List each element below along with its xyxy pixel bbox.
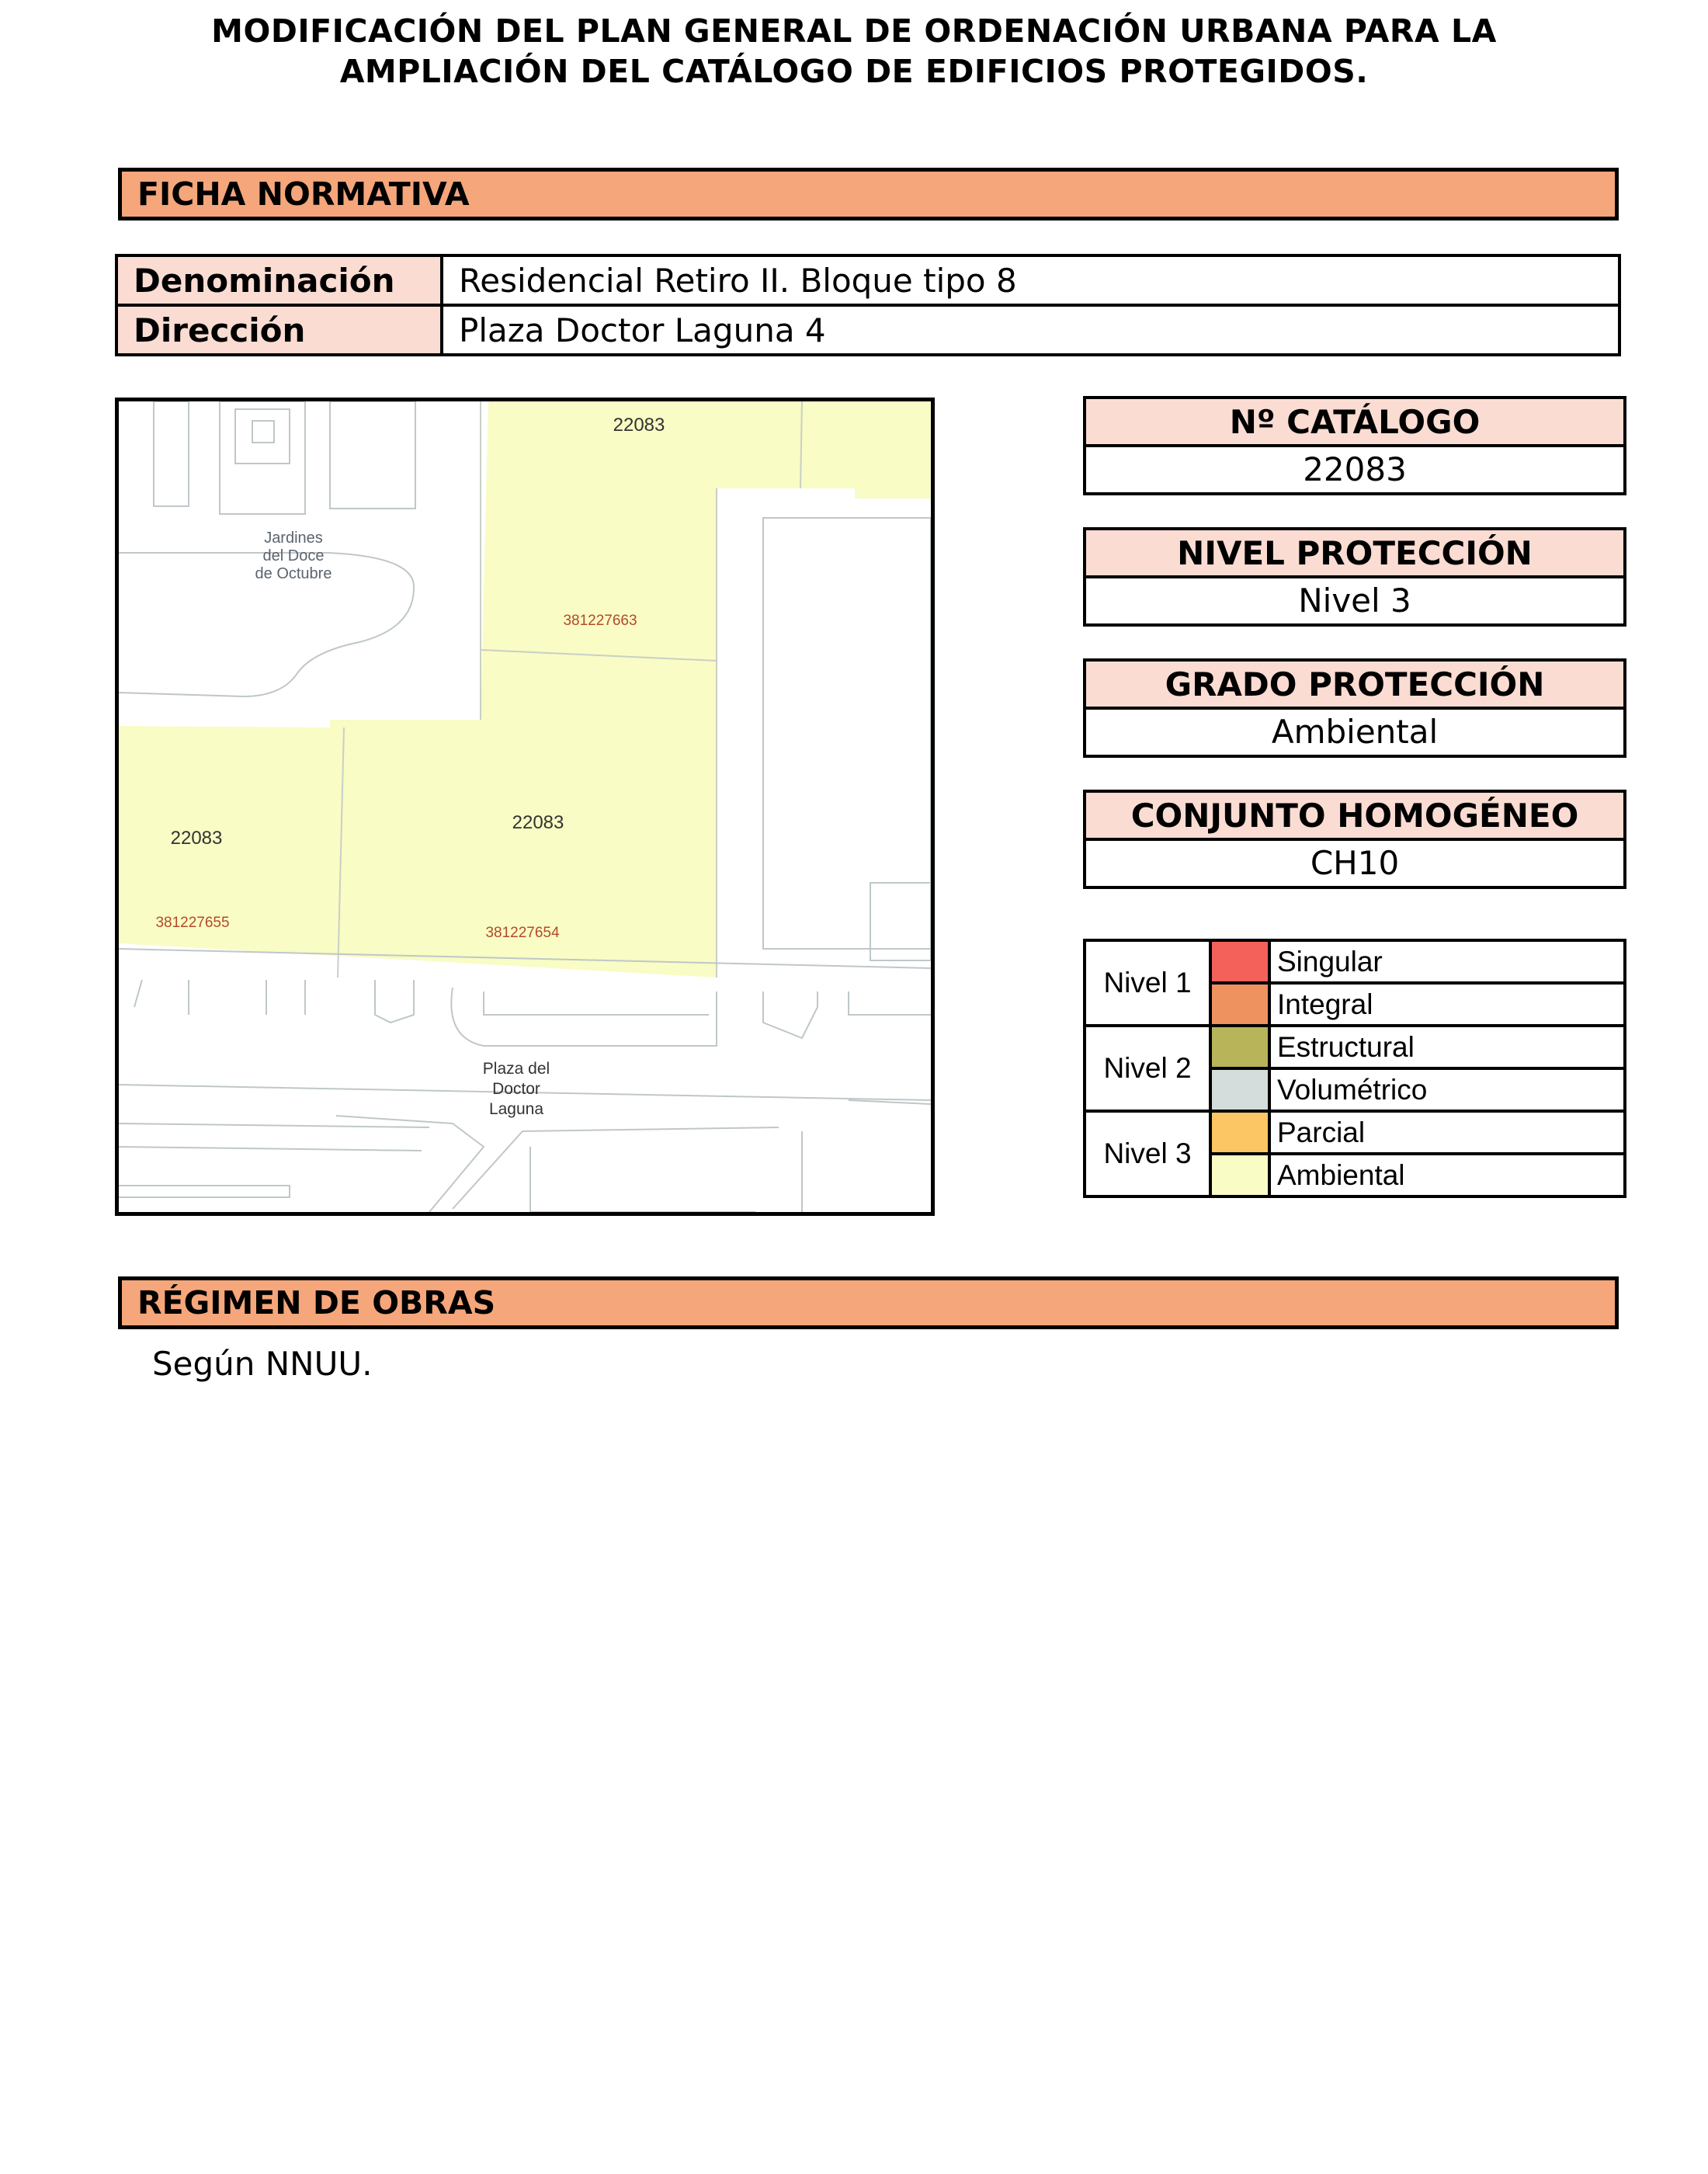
protected-parcel	[119, 401, 931, 978]
legend-swatch	[1210, 1154, 1269, 1196]
direccion-label: Dirección	[116, 305, 442, 355]
protection-grade-label: GRADO PROTECCIÓN	[1083, 658, 1626, 710]
legend-swatch	[1210, 1068, 1269, 1111]
parcel-number-left: 22083	[170, 828, 223, 849]
legend-level-1: Nivel 1	[1085, 940, 1210, 1026]
title-line-1: MODIFICACIÓN DEL PLAN GENERAL DE ORDENACIÓN URBANA PARA LA	[211, 12, 1497, 50]
plaza-label-2: Doctor	[492, 1080, 540, 1098]
homogeneous-set-label: CONJUNTO HOMOGÉNEO	[1083, 790, 1626, 841]
legend-label: Parcial	[1269, 1111, 1625, 1154]
legend-label: Estructural	[1269, 1026, 1625, 1068]
protection-grade-value: Ambiental	[1083, 710, 1626, 758]
table-row	[116, 305, 1619, 355]
legend-label: Ambiental	[1269, 1154, 1625, 1196]
legend-label: Volumétrico	[1269, 1068, 1625, 1111]
cadastral-map	[115, 398, 935, 1216]
protection-level-card	[1083, 527, 1626, 627]
garden-label-3: de Octubre	[255, 565, 332, 582]
protection-level-value: Nivel 3	[1083, 578, 1626, 627]
catalog-number-label: Nº CATÁLOGO	[1083, 396, 1626, 447]
legend-level-3: Nivel 3	[1085, 1111, 1210, 1196]
protection-grade-card	[1083, 658, 1626, 758]
legend-swatch	[1210, 940, 1269, 983]
legend-row	[1085, 940, 1625, 983]
parcel-number-top: 22083	[613, 415, 665, 436]
legend-row	[1085, 1111, 1625, 1154]
homogeneous-set-card	[1083, 790, 1626, 889]
legend-swatch	[1210, 983, 1269, 1026]
direccion-value: Plaza Doctor Laguna 4	[442, 305, 1619, 355]
legend-level-2: Nivel 2	[1085, 1026, 1210, 1111]
regimen-obras-header: RÉGIMEN DE OBRAS	[118, 1276, 1619, 1329]
garden-label-2: del Doce	[262, 547, 325, 564]
protection-legend	[1083, 939, 1626, 1198]
protection-level-label: NIVEL PROTECCIÓN	[1083, 527, 1626, 578]
ficha-normativa-header: FICHA NORMATIVA	[118, 168, 1619, 221]
map-drawing	[119, 401, 931, 1212]
legend-label: Integral	[1269, 983, 1625, 1026]
catalog-number-card	[1083, 396, 1626, 495]
garden-label-1: Jardines	[264, 530, 323, 547]
plaza-label-1: Plaza del	[482, 1060, 550, 1078]
cadastral-ref-a: 381227663	[563, 613, 637, 629]
parcel-number-center: 22083	[512, 812, 564, 833]
legend-swatch	[1210, 1026, 1269, 1068]
denominacion-label: Denominación	[116, 255, 442, 305]
regimen-obras-text: Según NNUU.	[152, 1345, 373, 1383]
homogeneous-set-value: CH10	[1083, 841, 1626, 889]
catalog-number-value: 22083	[1083, 447, 1626, 495]
cadastral-ref-b: 381227655	[155, 915, 230, 931]
plaza-label-3: Laguna	[488, 1100, 544, 1118]
denominacion-value: Residencial Retiro II. Bloque tipo 8	[442, 255, 1619, 305]
legend-row	[1085, 1026, 1625, 1068]
table-row	[116, 255, 1619, 305]
legend-swatch	[1210, 1111, 1269, 1154]
title-line-2: AMPLIACIÓN DEL CATÁLOGO DE EDIFICIOS PROTEGIDOS.	[339, 53, 1369, 90]
cadastral-ref-c: 381227654	[485, 925, 560, 941]
legend-label: Singular	[1269, 940, 1625, 983]
info-table	[115, 254, 1621, 356]
document-title	[116, 11, 1592, 92]
